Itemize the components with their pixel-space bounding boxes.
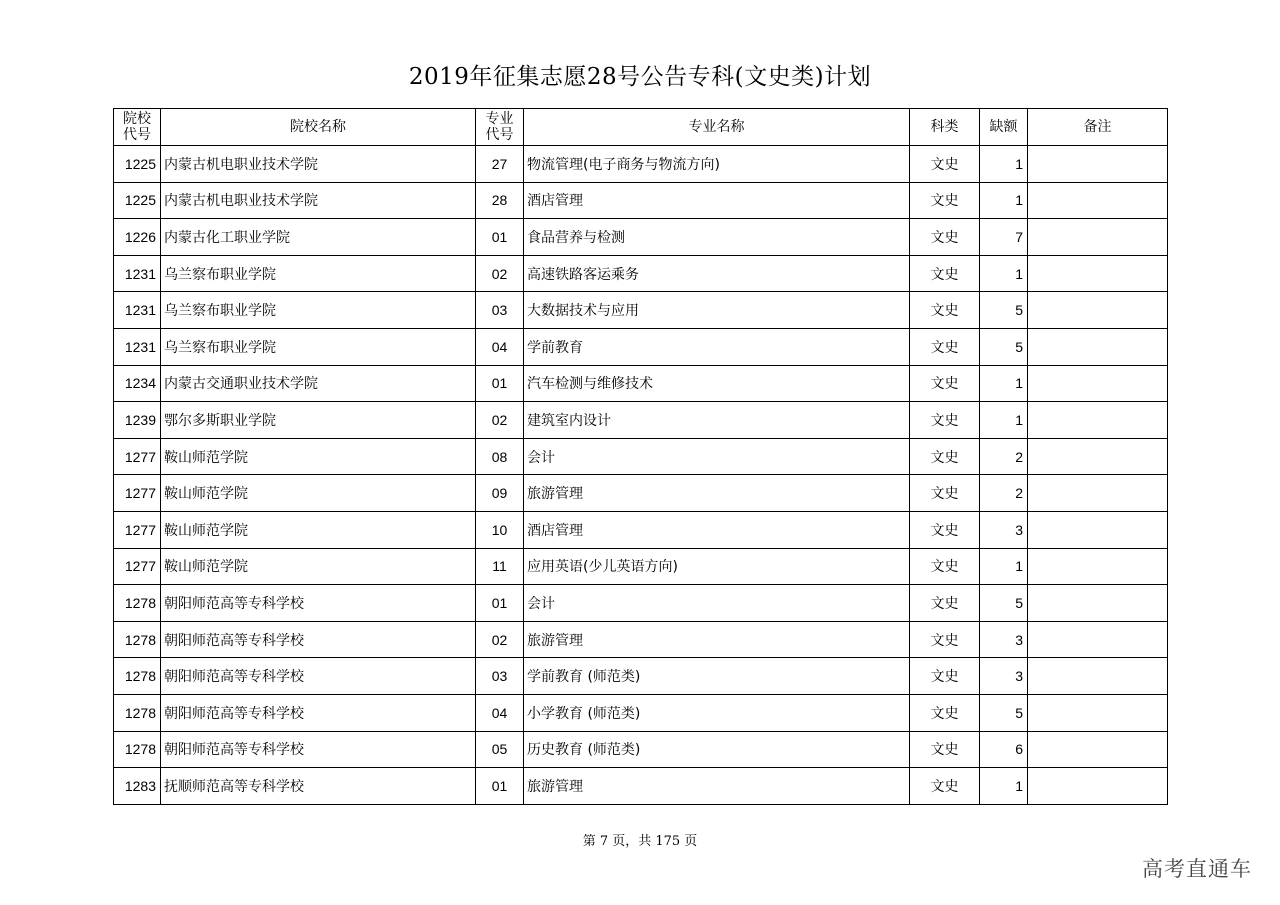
plan-table xyxy=(113,108,1168,805)
cell-quota: 1 xyxy=(980,548,1028,585)
table-row xyxy=(114,365,1168,402)
cell-major-name: 小学教育 (师范类) xyxy=(524,694,910,731)
cell-category: 文史 xyxy=(910,292,980,329)
cell-major-name: 酒店管理 xyxy=(524,182,910,219)
cell-school-name: 抚顺师范高等专科学校 xyxy=(161,768,476,805)
cell-category: 文史 xyxy=(910,255,980,292)
cell-school-name: 朝阳师范高等专科学校 xyxy=(161,694,476,731)
header-school-code-label: 院校 代号 xyxy=(123,111,151,143)
cell-category: 文史 xyxy=(910,768,980,805)
cell-major-name: 高速铁路客运乘务 xyxy=(524,255,910,292)
table-row xyxy=(114,438,1168,475)
table-row xyxy=(114,585,1168,622)
cell-major-code: 01 xyxy=(476,768,524,805)
cell-remarks xyxy=(1028,219,1168,256)
cell-remarks xyxy=(1028,255,1168,292)
header-quota: 缺额 xyxy=(980,109,1028,146)
cell-major-code: 04 xyxy=(476,694,524,731)
page-footer: 第 7 页，共 175 页 xyxy=(582,834,698,849)
table-row xyxy=(114,694,1168,731)
cell-school-code: 1277 xyxy=(114,475,161,512)
header-school-name: 院校名称 xyxy=(161,109,476,146)
table-row xyxy=(114,146,1168,183)
cell-quota: 1 xyxy=(980,182,1028,219)
cell-school-name: 鞍山师范学院 xyxy=(161,475,476,512)
table-row xyxy=(114,475,1168,512)
cell-remarks xyxy=(1028,511,1168,548)
table-row xyxy=(114,548,1168,585)
cell-category: 文史 xyxy=(910,219,980,256)
cell-school-name: 鞍山师范学院 xyxy=(161,548,476,585)
watermark: 高考直通车 xyxy=(1142,857,1252,881)
cell-category: 文史 xyxy=(910,438,980,475)
cell-school-code: 1278 xyxy=(114,585,161,622)
table-row xyxy=(114,292,1168,329)
cell-school-name: 朝阳师范高等专科学校 xyxy=(161,658,476,695)
cell-quota: 5 xyxy=(980,585,1028,622)
cell-remarks xyxy=(1028,292,1168,329)
table-header xyxy=(114,109,1168,146)
cell-school-name: 鞍山师范学院 xyxy=(161,438,476,475)
cell-quota: 3 xyxy=(980,658,1028,695)
cell-remarks xyxy=(1028,658,1168,695)
cell-remarks xyxy=(1028,146,1168,183)
cell-category: 文史 xyxy=(910,328,980,365)
cell-major-code: 27 xyxy=(476,146,524,183)
cell-quota: 1 xyxy=(980,255,1028,292)
cell-major-name: 食品营养与检测 xyxy=(524,219,910,256)
cell-quota: 1 xyxy=(980,365,1028,402)
cell-quota: 2 xyxy=(980,438,1028,475)
header-major-name: 专业名称 xyxy=(524,109,910,146)
cell-remarks xyxy=(1028,182,1168,219)
table-row xyxy=(114,182,1168,219)
cell-major-name: 旅游管理 xyxy=(524,768,910,805)
cell-major-code: 02 xyxy=(476,402,524,439)
header-category: 科类 xyxy=(910,109,980,146)
cell-category: 文史 xyxy=(910,621,980,658)
cell-school-code: 1278 xyxy=(114,621,161,658)
table-row xyxy=(114,255,1168,292)
cell-school-code: 1283 xyxy=(114,768,161,805)
cell-major-name: 会计 xyxy=(524,585,910,622)
cell-school-name: 内蒙古交通职业技术学院 xyxy=(161,365,476,402)
cell-major-code: 03 xyxy=(476,292,524,329)
cell-major-code: 04 xyxy=(476,328,524,365)
cell-remarks xyxy=(1028,585,1168,622)
cell-category: 文史 xyxy=(910,731,980,768)
cell-school-code: 1239 xyxy=(114,402,161,439)
cell-remarks xyxy=(1028,694,1168,731)
cell-school-code: 1277 xyxy=(114,548,161,585)
cell-category: 文史 xyxy=(910,146,980,183)
cell-school-name: 乌兰察布职业学院 xyxy=(161,292,476,329)
cell-major-code: 02 xyxy=(476,621,524,658)
cell-major-code: 28 xyxy=(476,182,524,219)
table-row xyxy=(114,621,1168,658)
cell-quota: 7 xyxy=(980,219,1028,256)
cell-school-code: 1277 xyxy=(114,438,161,475)
cell-school-code: 1231 xyxy=(114,255,161,292)
table-body xyxy=(114,146,1168,805)
cell-remarks xyxy=(1028,438,1168,475)
cell-remarks xyxy=(1028,621,1168,658)
cell-category: 文史 xyxy=(910,475,980,512)
cell-major-code: 05 xyxy=(476,731,524,768)
cell-school-code: 1278 xyxy=(114,731,161,768)
cell-school-name: 朝阳师范高等专科学校 xyxy=(161,585,476,622)
cell-major-code: 03 xyxy=(476,658,524,695)
table-row xyxy=(114,731,1168,768)
cell-major-name: 学前教育 (师范类) xyxy=(524,658,910,695)
cell-major-name: 建筑室内设计 xyxy=(524,402,910,439)
cell-category: 文史 xyxy=(910,658,980,695)
cell-school-code: 1234 xyxy=(114,365,161,402)
cell-major-name: 学前教育 xyxy=(524,328,910,365)
cell-school-name: 朝阳师范高等专科学校 xyxy=(161,731,476,768)
cell-major-name: 旅游管理 xyxy=(524,621,910,658)
cell-major-name: 大数据技术与应用 xyxy=(524,292,910,329)
cell-quota: 5 xyxy=(980,328,1028,365)
cell-quota: 5 xyxy=(980,292,1028,329)
table-row xyxy=(114,402,1168,439)
cell-remarks xyxy=(1028,365,1168,402)
header-school-code xyxy=(114,109,161,146)
cell-major-code: 02 xyxy=(476,255,524,292)
header-major-code xyxy=(476,109,524,146)
cell-category: 文史 xyxy=(910,548,980,585)
cell-category: 文史 xyxy=(910,182,980,219)
cell-major-name: 酒店管理 xyxy=(524,511,910,548)
cell-remarks xyxy=(1028,402,1168,439)
cell-major-code: 08 xyxy=(476,438,524,475)
cell-remarks xyxy=(1028,731,1168,768)
header-major-code-label: 专业 代号 xyxy=(485,111,514,143)
cell-school-code: 1278 xyxy=(114,694,161,731)
cell-quota: 3 xyxy=(980,511,1028,548)
cell-quota: 5 xyxy=(980,694,1028,731)
table-row xyxy=(114,219,1168,256)
cell-major-name: 物流管理(电子商务与物流方向) xyxy=(524,146,910,183)
cell-school-name: 内蒙古机电职业技术学院 xyxy=(161,146,476,183)
cell-major-code: 01 xyxy=(476,219,524,256)
cell-major-name: 会计 xyxy=(524,438,910,475)
cell-school-name: 内蒙古化工职业学院 xyxy=(161,219,476,256)
header-remarks: 备注 xyxy=(1028,109,1168,146)
cell-category: 文史 xyxy=(910,402,980,439)
cell-school-name: 鞍山师范学院 xyxy=(161,511,476,548)
cell-school-name: 朝阳师范高等专科学校 xyxy=(161,621,476,658)
cell-school-code: 1277 xyxy=(114,511,161,548)
cell-school-name: 鄂尔多斯职业学院 xyxy=(161,402,476,439)
cell-major-code: 01 xyxy=(476,365,524,402)
cell-category: 文史 xyxy=(910,694,980,731)
cell-school-name: 乌兰察布职业学院 xyxy=(161,255,476,292)
cell-major-code: 01 xyxy=(476,585,524,622)
cell-school-code: 1225 xyxy=(114,182,161,219)
table-row xyxy=(114,658,1168,695)
cell-major-code: 09 xyxy=(476,475,524,512)
cell-major-name: 历史教育 (师范类) xyxy=(524,731,910,768)
cell-school-code: 1225 xyxy=(114,146,161,183)
cell-category: 文史 xyxy=(910,511,980,548)
table-row xyxy=(114,328,1168,365)
cell-school-name: 乌兰察布职业学院 xyxy=(161,328,476,365)
cell-quota: 3 xyxy=(980,621,1028,658)
cell-major-name: 旅游管理 xyxy=(524,475,910,512)
cell-major-name: 应用英语(少儿英语方向) xyxy=(524,548,910,585)
cell-school-name: 内蒙古机电职业技术学院 xyxy=(161,182,476,219)
cell-category: 文史 xyxy=(910,365,980,402)
cell-school-code: 1278 xyxy=(114,658,161,695)
cell-quota: 1 xyxy=(980,146,1028,183)
table-row xyxy=(114,511,1168,548)
cell-quota: 1 xyxy=(980,768,1028,805)
cell-major-code: 10 xyxy=(476,511,524,548)
cell-quota: 1 xyxy=(980,402,1028,439)
cell-remarks xyxy=(1028,548,1168,585)
cell-school-code: 1231 xyxy=(114,292,161,329)
cell-major-code: 11 xyxy=(476,548,524,585)
cell-school-code: 1231 xyxy=(114,328,161,365)
cell-school-code: 1226 xyxy=(114,219,161,256)
cell-major-name: 汽车检测与维修技术 xyxy=(524,365,910,402)
cell-category: 文史 xyxy=(910,585,980,622)
cell-remarks xyxy=(1028,475,1168,512)
table-row xyxy=(114,768,1168,805)
cell-quota: 6 xyxy=(980,731,1028,768)
cell-remarks xyxy=(1028,328,1168,365)
cell-quota: 2 xyxy=(980,475,1028,512)
cell-remarks xyxy=(1028,768,1168,805)
document-title: 2019年征集志愿28号公告专科(文史类)计划 xyxy=(408,64,872,90)
